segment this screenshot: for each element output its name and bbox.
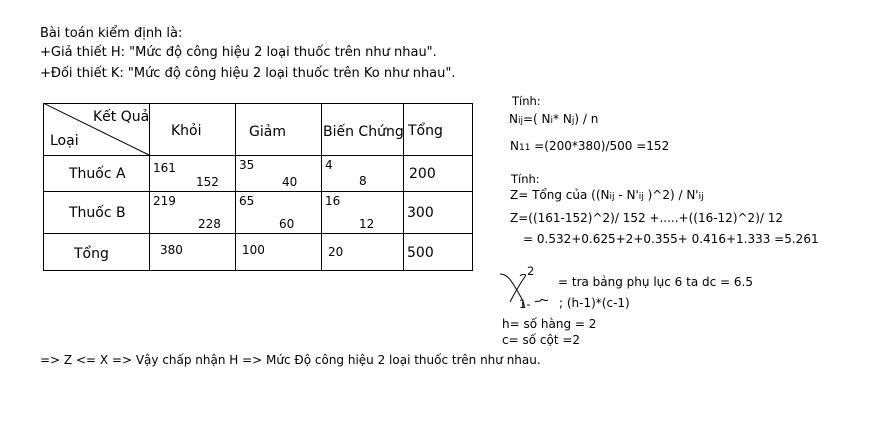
alternative-k: +Đối thiết K: "Mức độ công hiệu 2 loại thuốc trên Ko như nhau". [40, 66, 456, 81]
expected-b-khoi: 228 [198, 217, 221, 231]
col-header-bien-chung: Biến Chứng [323, 124, 404, 140]
chi-subscript: 1- [519, 297, 531, 311]
corner-label-result: Kết Quả [93, 109, 150, 125]
total-a: 200 [409, 166, 436, 182]
degrees-of-freedom: ; (h-1)*(c-1) [559, 296, 630, 310]
expected-a-bien-chung: 8 [359, 174, 367, 188]
formula-n-11: N11 =(200*380)/500 =152 [510, 139, 670, 153]
contingency-table [43, 103, 473, 271]
total-giam: 100 [242, 243, 265, 257]
z-expansion: Z=((161-152)^2)/ 152 +.....+((16-12)^2)/ 12 [510, 211, 783, 225]
col-header-khoi: Khỏi [171, 123, 202, 139]
observed-b-khoi: 219 [153, 194, 176, 208]
observed-a-bien-chung: 4 [325, 158, 333, 172]
chi-lookup: = tra bảng phụ lục 6 ta dc = 6.5 [558, 275, 753, 289]
observed-b-giam: 65 [239, 194, 255, 208]
total-b: 300 [407, 205, 434, 221]
col-header-giam: Giảm [249, 124, 286, 140]
h-definition: h= số hàng = 2 [502, 317, 597, 331]
expected-a-giam: 40 [282, 175, 298, 189]
observed-a-giam: 35 [239, 158, 255, 172]
expected-a-khoi: 152 [196, 175, 219, 189]
conclusion: => Z <= X => Vậy chấp nhận H => Mức Độ công hiệu 2 loại thuốc trên như nhau. [40, 353, 541, 367]
hypothesis-h: +Giả thiết H: "Mức độ công hiệu 2 loại thuốc trên như nhau". [40, 45, 437, 60]
formula-n-ij: Nij=( Ni* Nj) / n [509, 112, 599, 126]
expected-b-bien-chung: 12 [359, 217, 375, 231]
observed-a-khoi: 161 [153, 161, 176, 175]
row-label-thuoc-b: Thuốc B [69, 205, 126, 221]
c-definition: c= số cột =2 [502, 333, 581, 347]
grand-total: 500 [407, 245, 434, 261]
row-label-thuoc-a: Thuốc A [69, 166, 126, 182]
expected-b-giam: 60 [279, 217, 295, 231]
corner-label-type: Loại [50, 133, 79, 149]
total-khoi: 380 [160, 243, 183, 257]
z-definition: Z= Tổng của ((Nij - N'ij )^2) / N'ij [510, 188, 704, 202]
total-bien-chung: 20 [328, 245, 344, 259]
z-result: = 0.532+0.625+2+0.355+ 0.416+1.333 =5.261 [523, 232, 819, 246]
calc-label-1: Tính: [512, 94, 541, 108]
col-header-tong: Tổng [408, 123, 443, 139]
row-label-tong: Tổng [74, 246, 109, 262]
observed-b-bien-chung: 16 [325, 194, 341, 208]
calc-label-2: Tính: [511, 172, 540, 186]
problem-heading: Bài toán kiểm định là: [40, 26, 183, 41]
chi-superscript: 2 [527, 264, 535, 278]
